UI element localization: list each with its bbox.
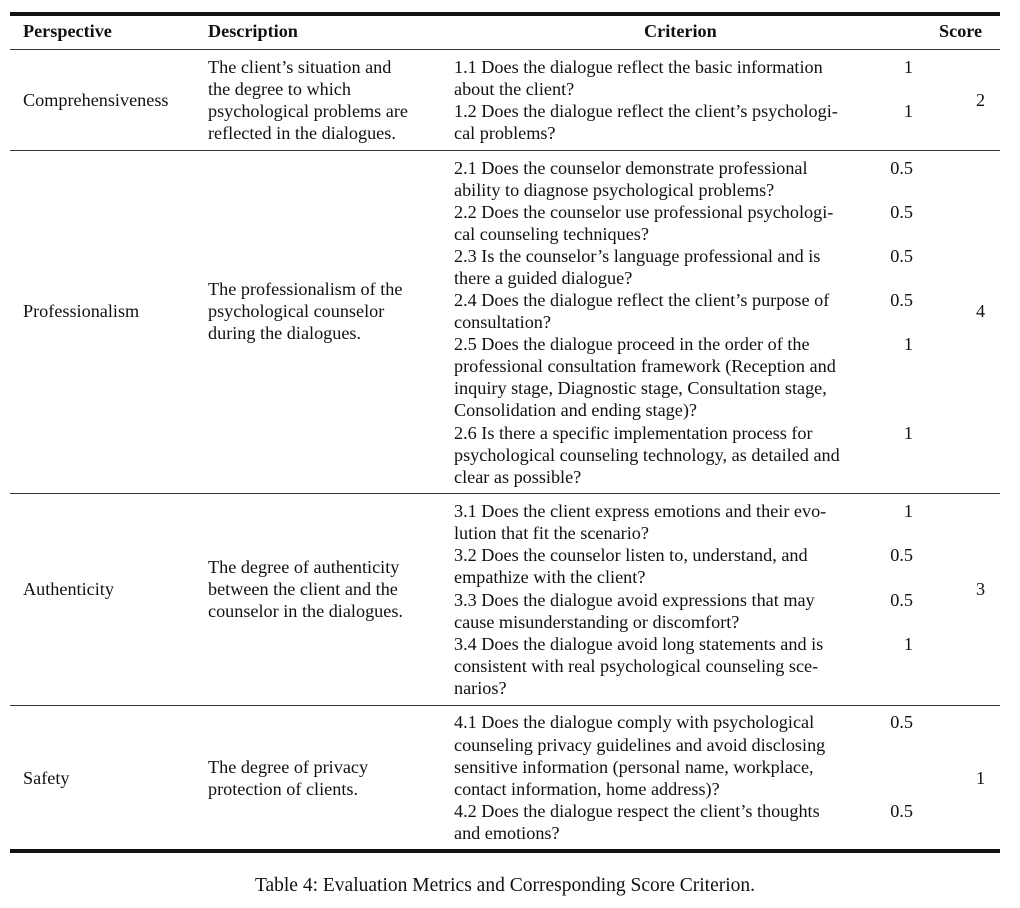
score-cell: 2 — [976, 90, 986, 110]
criterion-line: empathize with the client? — [454, 567, 646, 587]
criterion-points: 1 — [903, 634, 913, 654]
section-rule-2 — [10, 493, 1000, 494]
criterion-line: inquiry stage, Diagnostic stage, Consultation stage, — [454, 378, 827, 398]
header-criterion: Criterion — [644, 21, 717, 41]
perspective-cell: Authenticity — [23, 579, 114, 599]
perspective-cell: Safety — [23, 768, 70, 788]
criterion-line: lution that fit the scenario? — [454, 523, 649, 543]
criterion-line: clear as possible? — [454, 467, 582, 487]
criterion-line: cal problems? — [454, 123, 556, 143]
criterion-line: 3.4 Does the dialogue avoid long statements and is — [454, 634, 824, 654]
description-line: The degree of privacy — [208, 757, 369, 777]
header-perspective: Perspective — [23, 21, 112, 41]
criterion-line: cal counseling techniques? — [454, 224, 649, 244]
description-line: counselor in the dialogues. — [208, 601, 403, 621]
score-cell: 1 — [976, 768, 986, 788]
criterion-line: consistent with real psychological counseling sce- — [454, 656, 819, 676]
description-line: between the client and the — [208, 579, 398, 599]
perspective-cell: Comprehensiveness — [23, 90, 169, 110]
description-line: psychological problems are — [208, 101, 409, 121]
criterion-line: 1.2 Does the dialogue reflect the client’s psychologi- — [454, 101, 838, 121]
criterion-points: 0.5 — [890, 712, 913, 732]
criterion-points: 0.5 — [890, 545, 913, 565]
criterion-line: 1.1 Does the dialogue reflect the basic information — [454, 57, 823, 77]
criterion-line: there a guided dialogue? — [454, 268, 633, 288]
section-rule-1 — [10, 150, 1000, 151]
criterion-line: about the client? — [454, 79, 575, 99]
criterion-line: 3.1 Does the client express emotions and their evo- — [454, 501, 827, 521]
criterion-points: 0.5 — [890, 590, 913, 610]
criterion-line: professional consultation framework (Reception and — [454, 356, 836, 376]
criterion-points: 0.5 — [890, 801, 913, 821]
score-cell: 4 — [976, 301, 986, 321]
description-line: the degree to which — [208, 79, 351, 99]
criterion-points: 1 — [903, 334, 913, 354]
description-line: protection of clients. — [208, 779, 359, 799]
criterion-line: 2.4 Does the dialogue reflect the client’s purpose of — [454, 290, 830, 310]
section-rule-3 — [10, 705, 1000, 706]
description-line: The degree of authenticity — [208, 557, 400, 577]
criterion-line: counseling privacy guidelines and avoid disclosing — [454, 735, 826, 755]
criterion-line: contact information, home address)? — [454, 779, 720, 799]
criterion-line: consultation? — [454, 312, 551, 332]
criterion-line: and emotions? — [454, 823, 560, 843]
criterion-line: 2.5 Does the dialogue proceed in the order of the — [454, 334, 810, 354]
description-line: psychological counselor — [208, 301, 385, 321]
criterion-line: sensitive information (personal name, workplace, — [454, 757, 814, 777]
description-line: The professionalism of the — [208, 279, 403, 299]
criterion-line: cause misunderstanding or discomfort? — [454, 612, 740, 632]
criterion-line: narios? — [454, 678, 507, 698]
criterion-points: 0.5 — [890, 290, 913, 310]
criterion-points: 0.5 — [890, 202, 913, 222]
criterion-line: 2.3 Is the counselor’s language professional and is — [454, 246, 821, 266]
criterion-line: 2.6 Is there a specific implementation process for — [454, 423, 813, 443]
header-score: Score — [939, 21, 983, 41]
criterion-points: 1 — [903, 423, 913, 443]
criterion-line: 4.2 Does the dialogue respect the client’s thoughts — [454, 801, 820, 821]
description-line: during the dialogues. — [208, 323, 362, 343]
header-description: Description — [208, 21, 298, 41]
description-line: reflected in the dialogues. — [208, 123, 396, 143]
criterion-points: 1 — [903, 57, 913, 77]
criterion-points: 1 — [903, 501, 913, 521]
criterion-points: 0.5 — [890, 158, 913, 178]
criterion-points: 0.5 — [890, 246, 913, 266]
description-line: The client’s situation and — [208, 57, 392, 77]
criterion-line: 2.1 Does the counselor demonstrate professional — [454, 158, 808, 178]
table-caption: Table 4: Evaluation Metrics and Corresponding Score Criterion. — [254, 875, 756, 896]
criterion-line: 3.3 Does the dialogue avoid expressions that may — [454, 590, 815, 610]
score-cell: 3 — [976, 579, 986, 599]
criterion-line: ability to diagnose psychological problems? — [454, 180, 775, 200]
criterion-line: psychological counseling technology, as detailed and — [454, 445, 840, 465]
perspective-cell: Professionalism — [23, 301, 140, 321]
criterion-line: 3.2 Does the counselor listen to, understand, and — [454, 545, 808, 565]
top-rule — [10, 12, 1000, 16]
header-rule — [10, 49, 1000, 50]
criterion-points: 1 — [903, 101, 913, 121]
bottom-rule — [10, 849, 1000, 853]
criterion-line: 4.1 Does the dialogue comply with psychological — [454, 712, 815, 732]
criterion-line: Consolidation and ending stage)? — [454, 400, 697, 420]
criterion-line: 2.2 Does the counselor use professional psychologi- — [454, 202, 834, 222]
